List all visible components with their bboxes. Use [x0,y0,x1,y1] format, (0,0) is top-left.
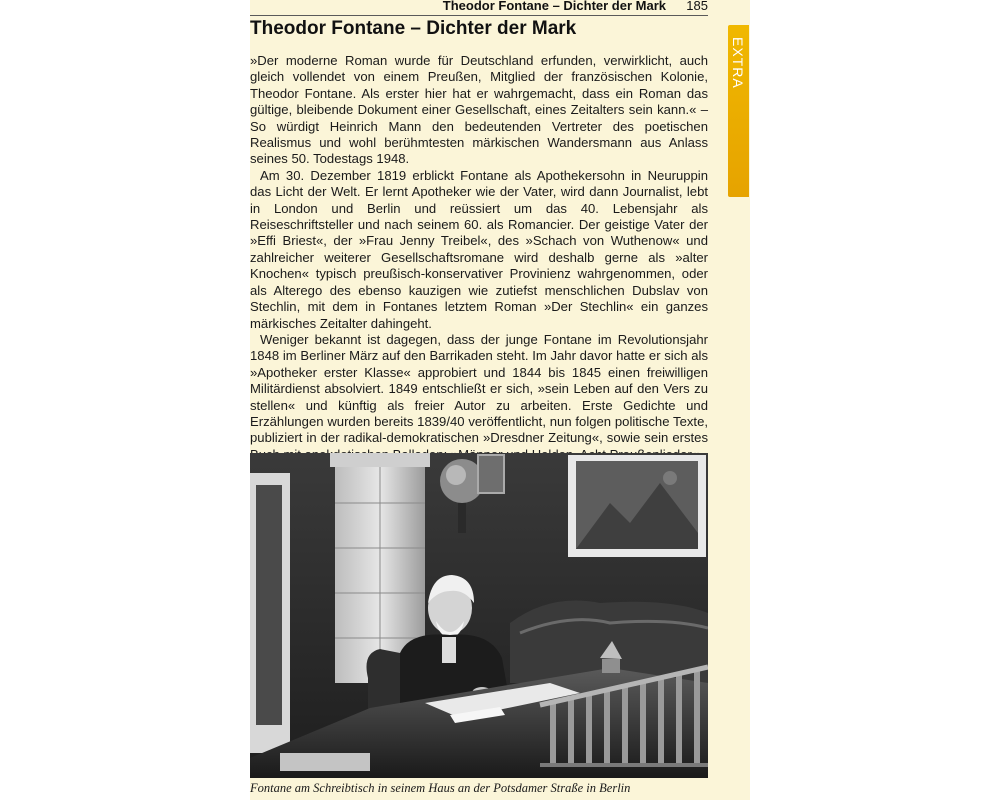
book-page [250,0,750,800]
extra-tab-label: EXTRA [730,37,746,89]
paragraph-3: Weniger bekannt ist dagegen, dass der junge Fontane im Revolutionsjahr 1848 im Berliner März auf den Barrikaden steht. Im Jahr davor hatte er sich als »Apotheker erster Klasse« approbiert und 1844 bis 1845 einen freiwilligen Militärdienst absolviert. 1849 entschließt er sich, »sein Leben auf den Vers zu stellen« und künftig als freier Autor zu arbeiten. Erste Gedichte und Erzählungen wurden bereits 1839/40 veröffentlicht, nun folgen politische Texte, publiziert in der radikal-demokratischen »Dresdner Zeitung«, sowie sein erstes [250,331,708,446]
extra-side-tab [728,25,749,197]
article-title: Theodor Fontane – Dichter der Mark [250,18,577,39]
page-number: 185 [686,0,708,13]
article-body [250,53,708,463]
running-header [250,0,708,16]
photo-caption: Fontane am Schreibtisch in seinem Haus an der Potsdamer Straße in Berlin [250,781,631,795]
paragraph-2: Am 30. Dezember 1819 erblickt Fontane als Apothekersohn in Neuruppin das Licht der Welt. Er lernt Apotheker wie der Vater, wird dann Journalist, lebt in London und Berlin und reüssiert um das 40. Lebensjahr als Reiseschriftsteller und nach seinem 60. als Romancier. Der geistige Vater der »Effi Briest«, der »Frau Jenny Treibel«, des »Schach von Wuthenow« und zahlreicher weiterer Gesellschaftsromane wird deshalb gerne als »alter Knochen« typisch preußisch-konservativer Provinienz wahrgenommen, oder als Alterego des ebenso kauzigen wie zutiefst menschlichen Dubslav von Stechlin, mit dem in Fontanes letztem Roman »Der Stechlin« ein ganzes märkisches Zeitalter dahingeht. [250,167,708,331]
fontane-desk-photo [250,453,708,778]
paragraph-1: »Der moderne Roman wurde für Deutschland erfunden, verwirklicht, auch gleich vollendet von einem Preußen, Mitglied der französischen Kolonie, Theodor Fontane. Als erster hier hat er wahrgemacht, dass ein Roman das gültige, bleibende Dokument einer Gesellschaft, eines Zeitalters sein kann.« – So würdigt Heinrich Mann den bedeutenden Vertreter des poetischen Realismus und wohl berühmtesten märkischen Wandersmann aus Anlass seines 50. Todestags 1948. [250,53,708,167]
running-title: Theodor Fontane – Dichter der Mark [442,0,666,13]
